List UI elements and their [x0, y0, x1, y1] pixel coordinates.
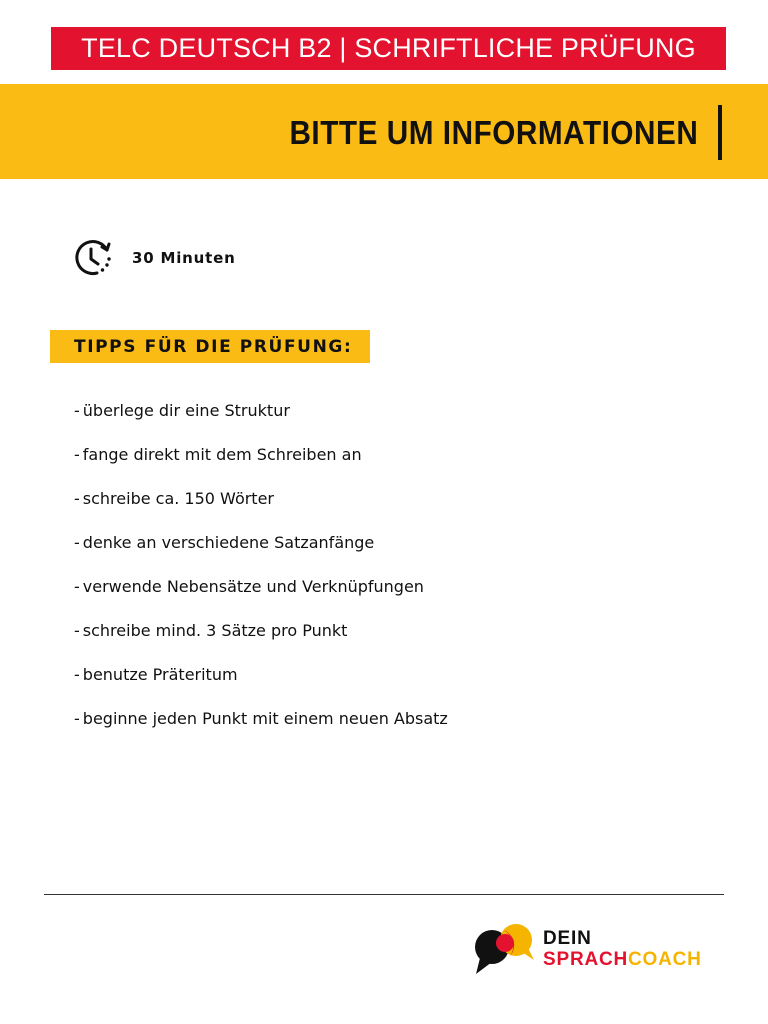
- tip-item: [74, 485, 448, 529]
- duration-row: [73, 238, 236, 278]
- tip-item: [74, 441, 448, 485]
- page-title: BITTE UM INFORMATIONEN: [289, 114, 698, 151]
- tip-item: [74, 617, 448, 661]
- dash-bullet: -: [74, 577, 80, 596]
- dash-bullet: -: [74, 709, 80, 728]
- dash-bullet: -: [74, 445, 80, 464]
- speech-bubbles-logo-icon: [474, 920, 536, 978]
- logo-sprachcoach: [543, 949, 702, 970]
- tip-item: [74, 397, 448, 441]
- footer-divider: [44, 894, 724, 895]
- tips-heading: TIPPS FÜR DIE PRÜFUNG:: [50, 330, 370, 363]
- tip-text: schreibe mind. 3 Sätze pro Punkt: [82, 621, 348, 640]
- tip-text: benutze Präteritum: [82, 665, 238, 684]
- tip-item: [74, 573, 448, 617]
- tip-text: fange direkt mit dem Schreiben an: [82, 445, 362, 464]
- duration-label: 30 Minuten: [132, 249, 236, 267]
- dash-bullet: -: [74, 533, 80, 552]
- top-banner: TELC DEUTSCH B2 | SCHRIFTLICHE PRÜFUNG: [51, 27, 726, 70]
- tip-text: schreibe ca. 150 Wörter: [82, 489, 274, 508]
- tip-item: [74, 529, 448, 573]
- logo-coach: COACH: [628, 949, 702, 970]
- tip-text: verwende Nebensätze und Verknüpfungen: [82, 577, 424, 596]
- logo-dein: DEIN: [543, 928, 592, 949]
- brand-logo: [474, 920, 702, 978]
- tips-list: [74, 397, 448, 749]
- tip-item: [74, 705, 448, 749]
- dash-bullet: -: [74, 401, 80, 420]
- dash-bullet: -: [74, 621, 80, 640]
- tip-item: [74, 661, 448, 705]
- tip-text: überlege dir eine Struktur: [82, 401, 290, 420]
- logo-wordmark: [543, 928, 702, 970]
- clock-icon: [73, 238, 113, 278]
- tip-text: beginne jeden Punkt mit einem neuen Absatz: [82, 709, 448, 728]
- title-accent-bar: [718, 105, 722, 160]
- tip-text: denke an verschiedene Satzanfänge: [82, 533, 375, 552]
- dash-bullet: -: [74, 665, 80, 684]
- dash-bullet: -: [74, 489, 80, 508]
- logo-sprach: SPRACH: [543, 949, 629, 970]
